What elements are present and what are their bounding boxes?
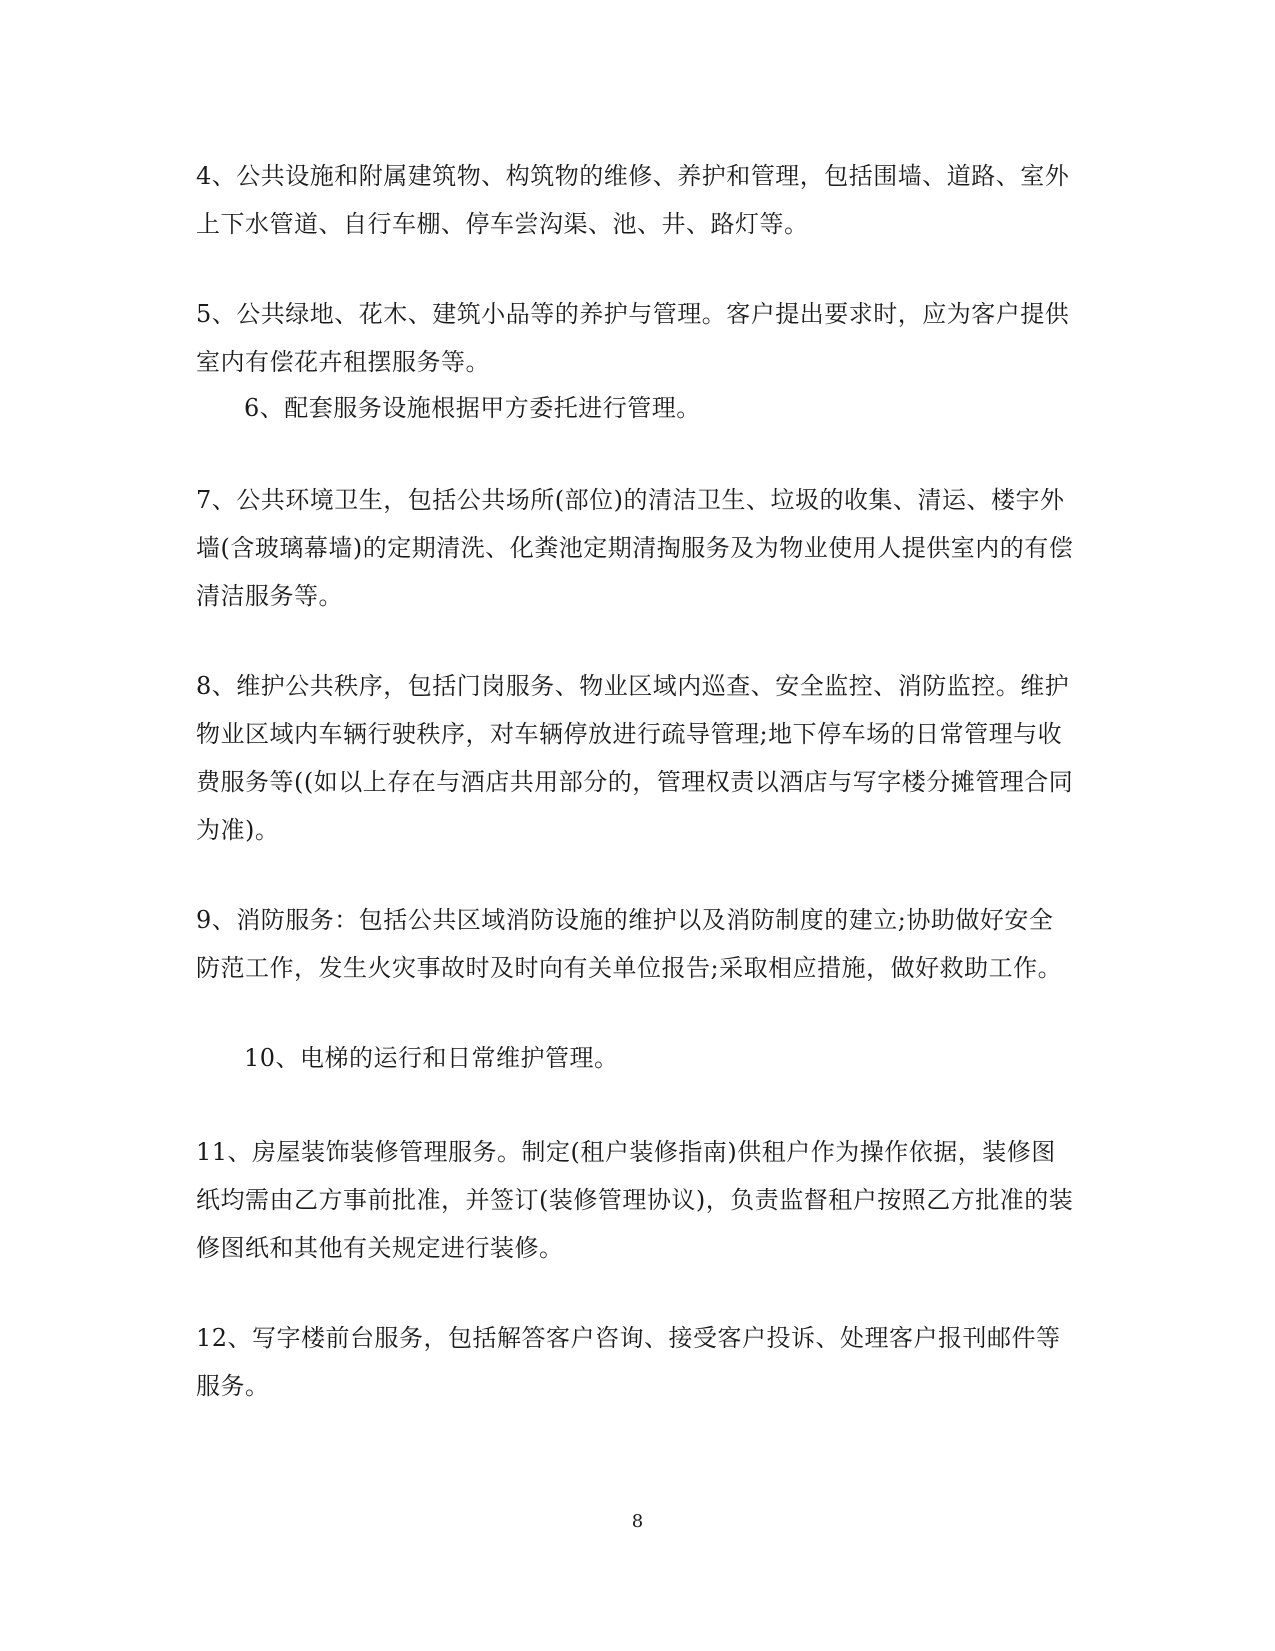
paragraph-4: 4、公共设施和附属建筑物、构筑物的维修、养护和管理，包括围墙、道路、室外上下水管道、自行车棚、停车尝沟渠、池、井、路灯等。 — [196, 162, 1070, 238]
page-number: 8 — [631, 1511, 644, 1532]
paragraph-10: 10、电梯的运行和日常维护管理。 — [244, 1044, 619, 1072]
paragraph-6: 6、配套服务设施根据甲方委托进行管理。 — [244, 394, 701, 422]
paragraph-7: 7、公共环境卫生，包括公共场所(部位)的清洁卫生、垃圾的收集、清运、楼宇外墙(含玻璃幕墙)的定期清洗、化粪池定期清掏服务及为物业使用人提供室内的有偿清洁服务等。 — [196, 486, 1074, 610]
paragraph-11: 11、房屋装饰装修管理服务。制定(租户装修指南)供租户作为操作依据，装修图纸均需由乙方事前批准，并签订(装修管理协议)，负责监督租户按照乙方批准的装修图纸和其他有关规定进行装修。 — [196, 1138, 1074, 1262]
paragraph-5: 5、公共绿地、花木、建筑小品等的养护与管理。客户提出要求时，应为客户提供室内有偿花卉租摆服务等。 — [196, 300, 1070, 376]
paragraph-9: 9、消防服务：包括公共区域消防设施的维护以及消防制度的建立;协助做好安全防范工作，发生火灾事故时及时向有关单位报告;采取相应措施，做好救助工作。 — [196, 906, 1063, 982]
paragraph-8: 8、维护公共秩序，包括门岗服务、物业区域内巡查、安全监控、消防监控。维护物业区域内车辆行驶秩序，对车辆停放进行疏导管理;地下停车场的日常管理与收费服务等((如以上存在与酒店共用部分的，管理权责以酒店与写字楼分摊管理合同为准)。 — [196, 672, 1074, 844]
paragraph-12: 12、写字楼前台服务，包括解答客户咨询、接受客户投诉、处理客户报刊邮件等服务。 — [196, 1324, 1061, 1400]
